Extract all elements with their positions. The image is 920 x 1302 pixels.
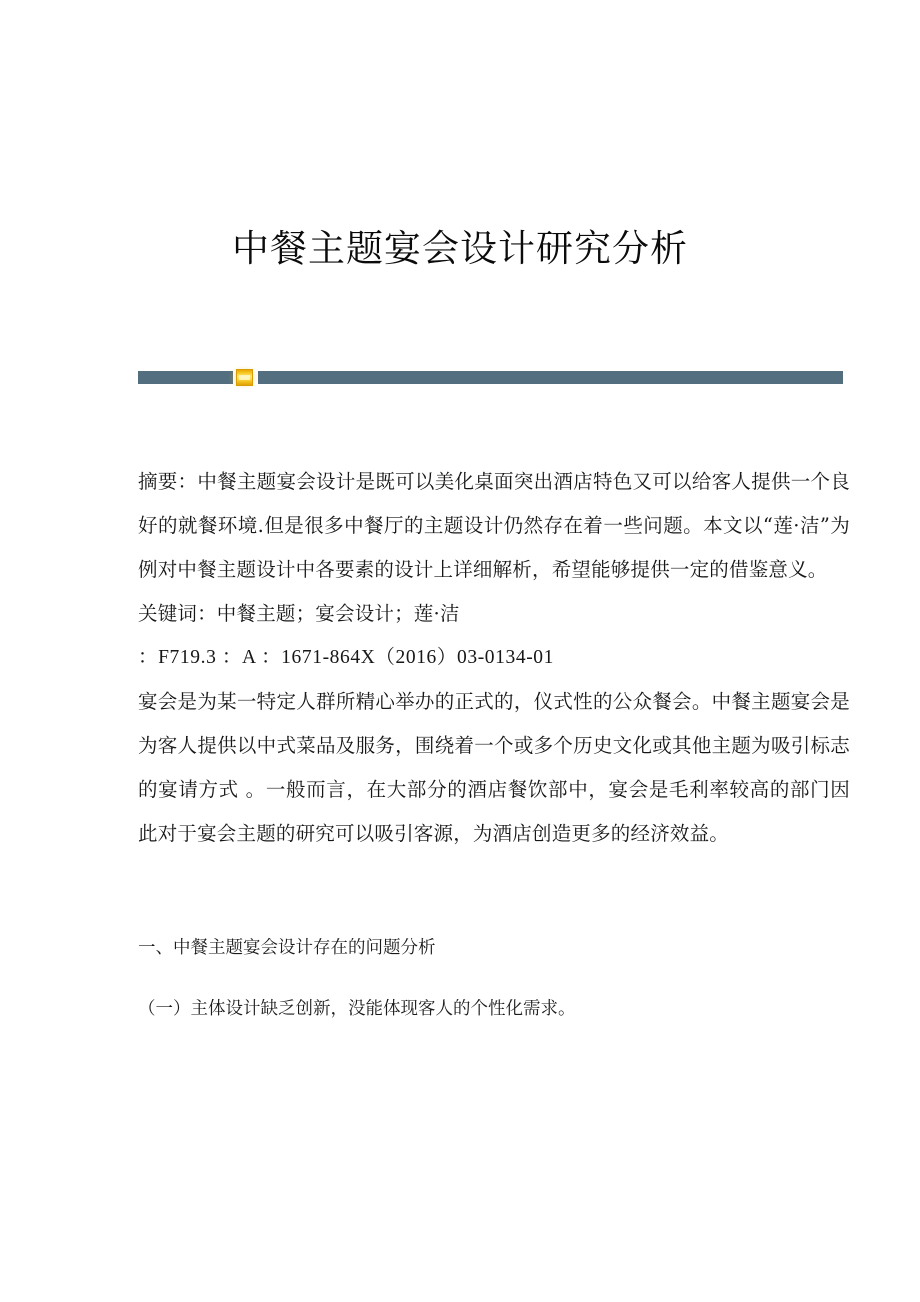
body-paragraph: 宴会是为某一特定人群所精心举办的正式的，仪式性的公众餐会。中餐主题宴会是为客人提供以中式菜品及服务，围绕着一个或多个历史文化或其他主题为吸引标志的宴请方式 。一般而言，在大部分的酒店餐饮部中，宴会是毛利率较高的部门因此对于宴会主题的研究可以吸引客源，为酒店创造更多的经济效益。 bbox=[138, 690, 850, 845]
keywords-line: 关键词：中餐主题；宴会设计；莲·洁 bbox=[138, 602, 460, 625]
divider-bar-right-segment bbox=[258, 371, 843, 384]
page-title: 中餐主题宴会设计研究分析 bbox=[232, 226, 688, 270]
section-spacer bbox=[138, 856, 850, 918]
subsection-heading: （一）主体设计缺乏创新，没能体现客人的个性化需求。 bbox=[138, 999, 576, 1019]
classification-line: ：F719.3 ：A ：1671-864X（2016）03-0134-01 bbox=[138, 647, 554, 668]
decorative-divider bbox=[138, 371, 843, 384]
divider-bar-left-segment bbox=[138, 371, 233, 384]
document-content bbox=[138, 460, 850, 1040]
abstract-paragraph: 摘要：中餐主题宴会设计是既可以美化桌面突出酒店特色又可以给客人提供一个良好的就餐环境.但是很多中餐厅的主题设计仍然存在着一些问题。本文以“莲·洁”为例对中餐主题设计中各要素的设计上详细解析，希望能够提供一定的借鉴意义。 bbox=[138, 470, 850, 581]
section-heading: 一、中餐主题宴会设计存在的问题分析 bbox=[138, 938, 436, 958]
divider-gem-icon bbox=[236, 369, 253, 386]
